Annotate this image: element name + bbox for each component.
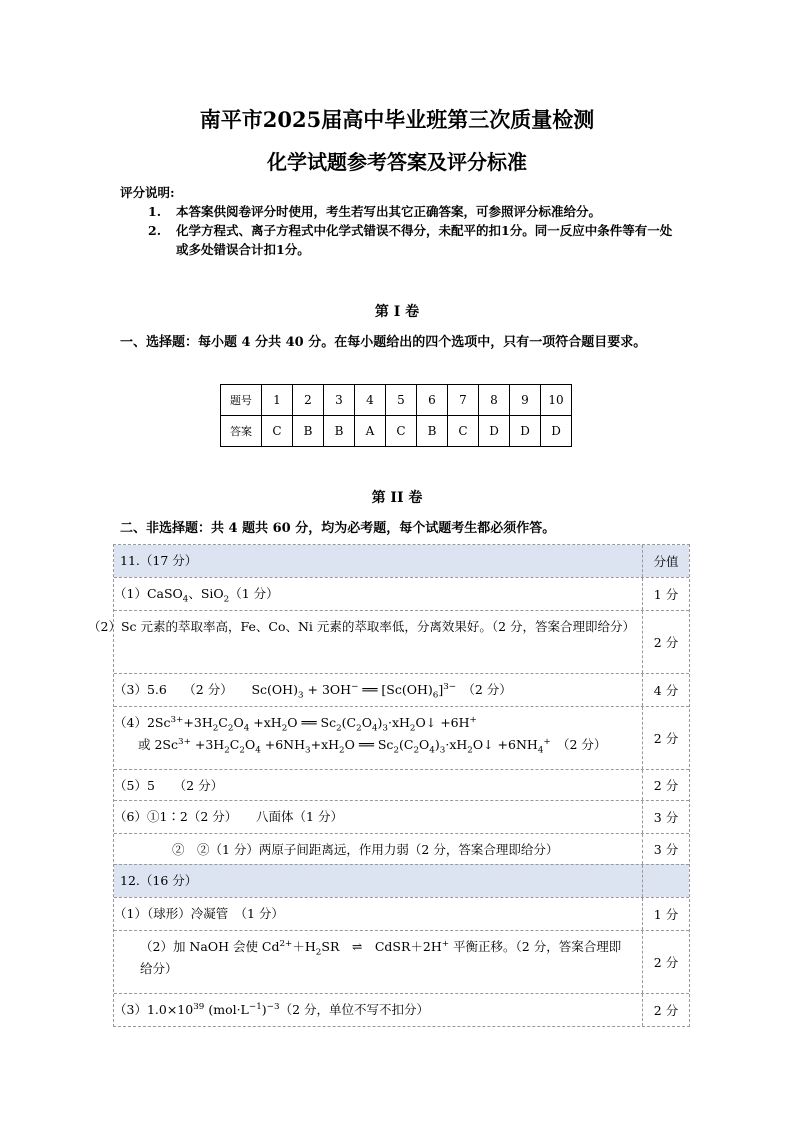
score-header-empty: [643, 865, 689, 897]
score-value: 2 分: [653, 635, 679, 650]
note-text: 化学方程式、离子方程式中化学式错误不得分，未配平的扣1分。同一反应中条件等有一处或多处错误合计扣1分。: [176, 223, 673, 257]
answer-text: （1）CaSO$_4$、SiO$_2$（1 分）: [114, 578, 643, 610]
score-value: 2 分: [653, 955, 679, 970]
score-value: 3 分: [653, 810, 679, 825]
answer-cell: D: [510, 416, 541, 447]
answer-row: [114, 993, 689, 1026]
part2-instruction: 二、非选择题：共 4 题共 60 分，均为必考题，每个试题考生都必须作答。: [120, 521, 556, 536]
answer-table-answer-row: [221, 416, 572, 447]
score-value: 2 分: [653, 731, 679, 746]
score-value: 1 分: [653, 587, 679, 602]
question-header-row: [114, 545, 689, 577]
question-number: 10: [541, 385, 572, 416]
answer-text: （6）①1∶2（2 分） 八面体（1 分）: [114, 801, 643, 833]
answer-cell: B: [293, 416, 324, 447]
scoring-grid: [88, 544, 690, 1027]
question-header-row: [114, 864, 689, 897]
note-item: [120, 221, 680, 259]
part1-instruction: 一、选择题：每小题 4 分共 40 分。在每小题给出的四个选项中，只有一项符合题目要求。: [120, 335, 647, 350]
answer-cell: D: [479, 416, 510, 447]
answer-cell: C: [448, 416, 479, 447]
answer-cell: B: [417, 416, 448, 447]
note-item: [120, 202, 680, 221]
note-text: 本答案供阅卷评分时使用，考生若写出其它正确答案，可参照评分标准给分。: [176, 204, 602, 219]
answer-cell: A: [355, 416, 386, 447]
question-number: 1: [262, 385, 293, 416]
question-number: 5: [386, 385, 417, 416]
answer-text: $(4)2Sc^{3+}+3H_2C_2O_4 +xH_2O$ ══ $Sc_2(C_2O_4)_3\cdot xH_2O↓ +6H^+$ 或 $2Sc^{3+} +3H_2C_2O_4 +6NH_3+xH_2O$ ══ $Sc_2(C_2O_4)_3\cdot xH_2O↓ +6NH_4^+$ （2 分）: [114, 707, 643, 769]
answer-text: （2）Sc 元素的萃取率高，Fe、Co、Ni 元素的萃取率低，分离效果好。（2 分，答案合理即给分）: [114, 611, 643, 673]
part2-title: 第 II 卷: [371, 490, 423, 506]
answer-cell: B: [324, 416, 355, 447]
part1-title: 第 I 卷: [374, 304, 420, 320]
answer-row: [114, 577, 689, 610]
notes-label: 评分说明:: [120, 185, 175, 200]
answer-cell: D: [541, 416, 572, 447]
answer-text: ② ②（1 分）两原子间距离远，作用力弱（2 分，答案合理即给分）: [114, 834, 643, 864]
question-header: 11.（17 分）: [114, 545, 643, 577]
answer-cell: C: [386, 416, 417, 447]
page-title: 南平市2025届高中毕业班第三次质量检测: [199, 107, 595, 132]
question-number: 9: [510, 385, 541, 416]
question-number: 8: [479, 385, 510, 416]
score-value: 2 分: [653, 1003, 679, 1018]
grading-notes: [120, 183, 680, 259]
answer-text: （1）（球形）冷凝管 （1 分）: [114, 898, 643, 930]
answer-text: （3）5.6 （2 分） $Sc(OH)_3 + 3OH^-$ ══ $[Sc(OH)_6]^{3-}$ （2 分）: [114, 674, 643, 706]
answer-text: （5）5 （2 分）: [114, 770, 643, 800]
question-number: 6: [417, 385, 448, 416]
note-number: 2.: [148, 223, 162, 238]
answer-row: [114, 833, 689, 864]
score-value: 3 分: [653, 842, 679, 857]
answer-row: [114, 769, 689, 800]
answer-row: [114, 897, 689, 930]
answer-row: [114, 800, 689, 833]
page-subtitle: 化学试题参考答案及评分标准: [267, 150, 527, 174]
answer-row: [114, 673, 689, 706]
answer-text: $(3)1.0\times 10^{39}$ $(mol\cdot L^{-1})^{-3}(2$ 分，单位不写不扣分）: [114, 994, 643, 1026]
question-number: 4: [355, 385, 386, 416]
question-number: 7: [448, 385, 479, 416]
note-number: 1.: [148, 204, 162, 219]
question-header: 12.（16 分）: [114, 865, 643, 897]
row-label-answer: 答案: [221, 416, 262, 447]
answer-row: [114, 706, 689, 769]
question-number: 2: [293, 385, 324, 416]
answer-row: [88, 610, 689, 673]
score-value: 2 分: [653, 778, 679, 793]
score-value: 1 分: [653, 907, 679, 922]
score-header: 分值: [653, 554, 679, 569]
score-value: 4 分: [653, 683, 679, 698]
answer-table: [220, 384, 572, 447]
answer-cell: C: [262, 416, 293, 447]
question-number: 3: [324, 385, 355, 416]
row-label-number: 题号: [221, 385, 262, 416]
answer-row: [114, 930, 689, 993]
answer-text: （2）加 NaOH 会使 $Cd^{2+}+H_2SR$ ⇌ CdSR＋2H+ 平衡正移。（2 分，答案合理即 给分）: [114, 931, 643, 993]
answer-table-number-row: [221, 385, 572, 416]
